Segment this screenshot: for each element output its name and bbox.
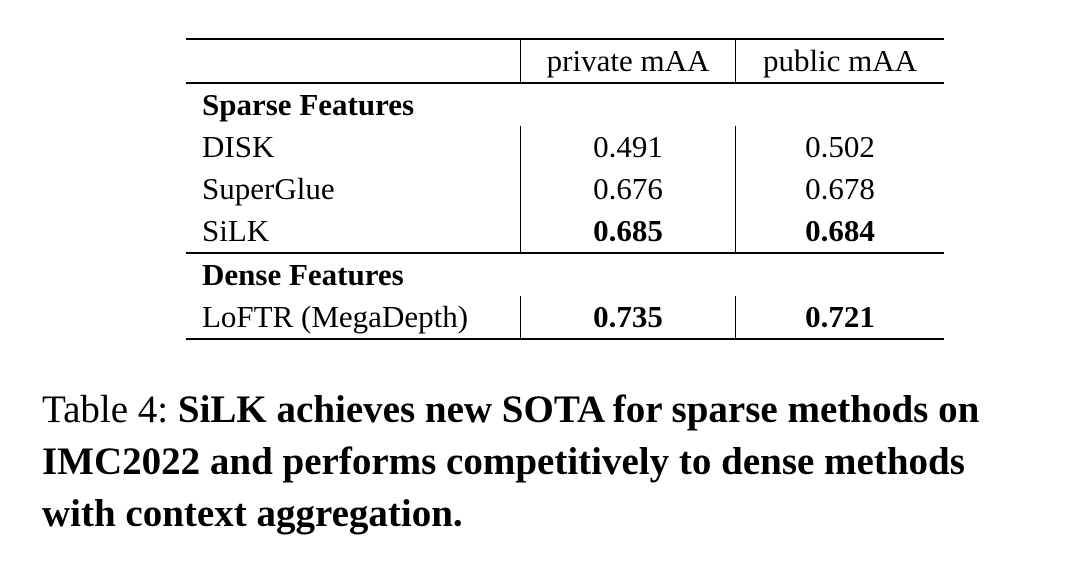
private-maa-value: 0.676: [520, 168, 736, 210]
private-maa-value: 0.735: [520, 296, 736, 338]
bottom-rule: [186, 338, 944, 340]
private-maa-value: 0.491: [520, 126, 736, 168]
results-table: [186, 38, 944, 340]
method-name: DISK: [202, 129, 275, 164]
public-maa-value: 0.721: [805, 299, 875, 334]
table-row: [186, 210, 944, 252]
private-maa-value: 0.685: [520, 210, 736, 252]
method-name: LoFTR (MegaDepth): [202, 299, 469, 334]
caption-text-1: SiLK achieves new SOTA for sparse methods on: [177, 388, 980, 431]
public-maa-value: 0.684: [805, 213, 875, 248]
table-row: [186, 126, 944, 168]
caption-line-3: with context aggregation.: [42, 492, 463, 535]
table-row: [186, 168, 944, 210]
header-public-maa: public mAA: [762, 43, 918, 78]
caption-line-1: [42, 384, 1088, 436]
method-name: SuperGlue: [202, 171, 335, 206]
section-title: Dense Features: [202, 257, 404, 292]
section-dense: [186, 254, 944, 296]
public-maa-value: 0.678: [805, 171, 875, 206]
section-sparse: [186, 84, 944, 126]
table-row: [186, 296, 944, 338]
caption-line-2: IMC2022 and performs competitively to dense methods: [42, 440, 965, 483]
caption-label: Table 4:: [42, 388, 169, 431]
table-caption: [42, 384, 1088, 540]
public-maa-value: 0.502: [805, 129, 875, 164]
method-name: SiLK: [202, 213, 270, 248]
header-private-maa: private mAA: [520, 40, 736, 82]
section-title: Sparse Features: [202, 87, 415, 122]
table-header-row: [186, 40, 944, 82]
